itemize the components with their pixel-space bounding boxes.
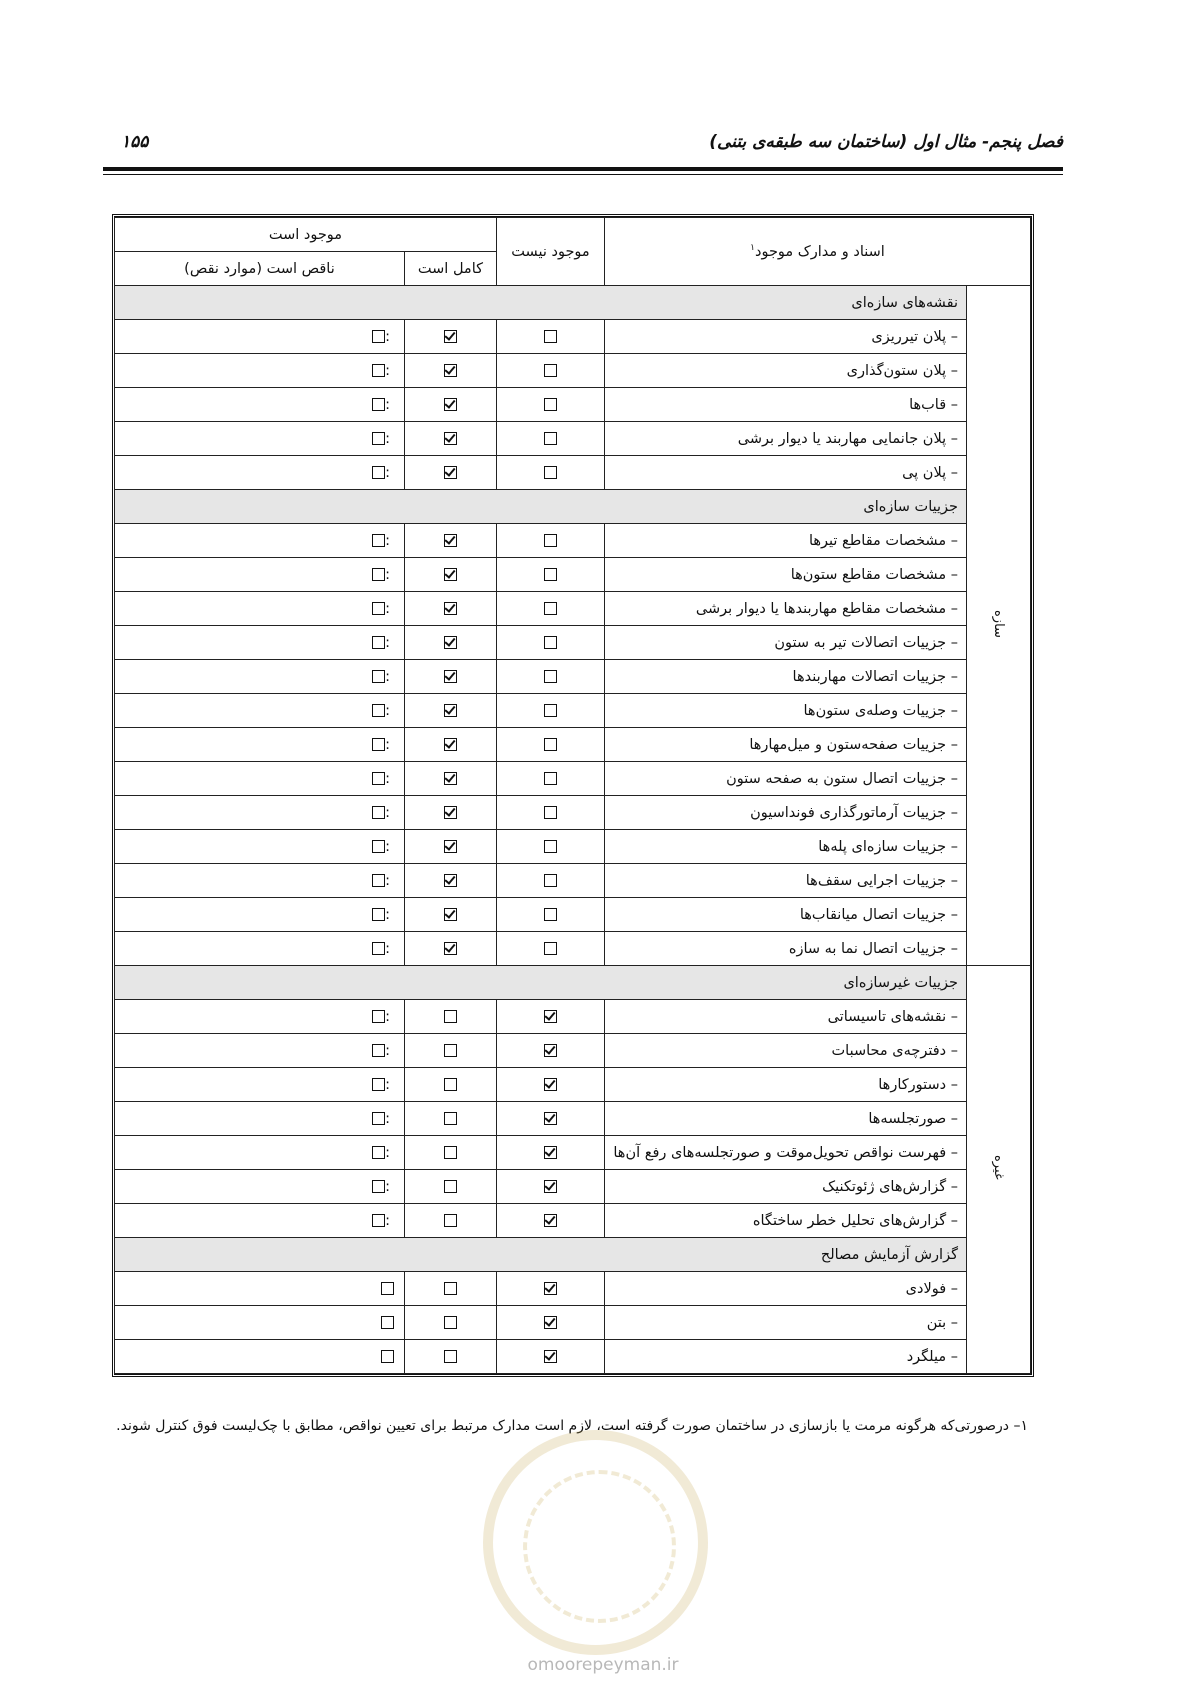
checklist-table bbox=[114, 217, 1031, 1374]
incomplete-cell bbox=[114, 932, 404, 966]
item-label: – جزییات وصله‌ی ستون‌ها bbox=[604, 694, 966, 728]
not-available-cell bbox=[496, 558, 604, 592]
colon-label: : bbox=[385, 464, 390, 481]
not-available-checkbox[interactable] bbox=[544, 1010, 557, 1023]
incomplete-checkbox[interactable] bbox=[372, 432, 385, 445]
colon-label: : bbox=[385, 600, 390, 617]
item-label: – جزییات سازه‌ای پله‌ها bbox=[604, 830, 966, 864]
complete-checkbox[interactable] bbox=[444, 908, 457, 921]
incomplete-cell bbox=[114, 592, 404, 626]
header-incomplete: ناقص است (موارد نقص) bbox=[114, 252, 404, 286]
side-label-text: سازه bbox=[991, 609, 1006, 638]
not-available-checkbox[interactable] bbox=[544, 1180, 557, 1193]
incomplete-cell bbox=[114, 1170, 404, 1204]
item-label: – جزییات صفحه‌ستون و میل‌مهارها bbox=[604, 728, 966, 762]
incomplete-cell bbox=[114, 1136, 404, 1170]
table-row bbox=[114, 830, 1030, 864]
incomplete-checkbox[interactable] bbox=[372, 840, 385, 853]
incomplete-cell bbox=[114, 728, 404, 762]
complete-checkbox[interactable] bbox=[444, 942, 457, 955]
header-rule-thin bbox=[103, 174, 1063, 175]
colon-label: : bbox=[385, 1042, 390, 1059]
complete-cell bbox=[404, 626, 496, 660]
complete-cell bbox=[404, 660, 496, 694]
complete-cell bbox=[404, 1340, 496, 1374]
table-row bbox=[114, 1068, 1030, 1102]
not-available-cell bbox=[496, 932, 604, 966]
complete-cell bbox=[404, 1068, 496, 1102]
incomplete-checkbox[interactable] bbox=[381, 1282, 394, 1295]
not-available-cell bbox=[496, 830, 604, 864]
colon-label: : bbox=[385, 906, 390, 923]
not-available-checkbox[interactable] bbox=[544, 704, 557, 717]
complete-checkbox[interactable] bbox=[444, 602, 457, 615]
table-row bbox=[114, 320, 1030, 354]
colon-label: : bbox=[385, 430, 390, 447]
section-row bbox=[114, 490, 1030, 524]
incomplete-checkbox[interactable] bbox=[372, 1146, 385, 1159]
complete-checkbox[interactable] bbox=[444, 330, 457, 343]
table-row bbox=[114, 1204, 1030, 1238]
complete-cell bbox=[404, 728, 496, 762]
item-label: – مشخصات مقاطع ستون‌ها bbox=[604, 558, 966, 592]
not-available-checkbox[interactable] bbox=[544, 942, 557, 955]
colon-label: : bbox=[385, 668, 390, 685]
item-label: – مشخصات مقاطع تیرها bbox=[604, 524, 966, 558]
table-row bbox=[114, 354, 1030, 388]
not-available-checkbox[interactable] bbox=[544, 1316, 557, 1329]
incomplete-cell bbox=[114, 898, 404, 932]
page-header bbox=[103, 118, 1063, 158]
incomplete-checkbox[interactable] bbox=[372, 1112, 385, 1125]
incomplete-cell bbox=[114, 1000, 404, 1034]
table-row bbox=[114, 524, 1030, 558]
complete-checkbox[interactable] bbox=[444, 636, 457, 649]
side-label-other bbox=[967, 966, 1031, 1374]
item-label: – نقشه‌های تاسیساتی bbox=[604, 1000, 966, 1034]
complete-cell bbox=[404, 762, 496, 796]
complete-cell bbox=[404, 898, 496, 932]
not-available-checkbox[interactable] bbox=[544, 1146, 557, 1159]
table-row bbox=[114, 898, 1030, 932]
not-available-checkbox[interactable] bbox=[544, 330, 557, 343]
incomplete-checkbox[interactable] bbox=[372, 398, 385, 411]
incomplete-checkbox[interactable] bbox=[372, 602, 385, 615]
section-title: جزییات غیرسازه‌ای bbox=[114, 966, 966, 1000]
complete-checkbox[interactable] bbox=[444, 1214, 457, 1227]
incomplete-checkbox[interactable] bbox=[372, 534, 385, 547]
header-complete: کامل است bbox=[404, 252, 496, 286]
complete-checkbox[interactable] bbox=[444, 806, 457, 819]
not-available-cell bbox=[496, 456, 604, 490]
complete-cell bbox=[404, 524, 496, 558]
colon-label: : bbox=[385, 838, 390, 855]
complete-checkbox[interactable] bbox=[444, 670, 457, 683]
item-label: – جزییات اتصالات تیر به ستون bbox=[604, 626, 966, 660]
header-available: موجود است bbox=[114, 218, 496, 252]
complete-checkbox[interactable] bbox=[444, 568, 457, 581]
incomplete-cell bbox=[114, 1340, 404, 1374]
incomplete-checkbox[interactable] bbox=[372, 670, 385, 683]
complete-cell bbox=[404, 1034, 496, 1068]
complete-cell bbox=[404, 1272, 496, 1306]
not-available-cell bbox=[496, 524, 604, 558]
item-label: – جزییات اتصالات مهاربندها bbox=[604, 660, 966, 694]
colon-label: : bbox=[385, 702, 390, 719]
complete-cell bbox=[404, 388, 496, 422]
incomplete-checkbox[interactable] bbox=[381, 1350, 394, 1363]
complete-cell bbox=[404, 354, 496, 388]
not-available-checkbox[interactable] bbox=[544, 398, 557, 411]
complete-checkbox[interactable] bbox=[444, 1078, 457, 1091]
colon-label: : bbox=[385, 1144, 390, 1161]
table-row bbox=[114, 388, 1030, 422]
incomplete-cell bbox=[114, 456, 404, 490]
item-label: – گزارش‌های تحلیل خطر ساختگاه bbox=[604, 1204, 966, 1238]
incomplete-cell bbox=[114, 354, 404, 388]
table-row bbox=[114, 1306, 1030, 1340]
item-label: – مشخصات مقاطع مهاربندها یا دیوار برشی bbox=[604, 592, 966, 626]
item-label: – پلان تیرریزی bbox=[604, 320, 966, 354]
incomplete-cell bbox=[114, 422, 404, 456]
incomplete-checkbox[interactable] bbox=[372, 738, 385, 751]
incomplete-checkbox[interactable] bbox=[372, 772, 385, 785]
item-label: – پلان پی bbox=[604, 456, 966, 490]
complete-checkbox[interactable] bbox=[444, 1010, 457, 1023]
not-available-checkbox[interactable] bbox=[544, 1214, 557, 1227]
watermark-seal bbox=[483, 1430, 708, 1655]
chapter-title: فصل پنجم- مثال اول (ساختمان سه طبقه‌ی بتنی) bbox=[709, 132, 1063, 152]
incomplete-checkbox[interactable] bbox=[381, 1316, 394, 1329]
item-label: – دستورکارها bbox=[604, 1068, 966, 1102]
not-available-cell bbox=[496, 388, 604, 422]
complete-checkbox[interactable] bbox=[444, 1112, 457, 1125]
table-row bbox=[114, 422, 1030, 456]
item-label: – میلگرد bbox=[604, 1340, 966, 1374]
incomplete-cell bbox=[114, 388, 404, 422]
checklist-body bbox=[114, 286, 1030, 1374]
incomplete-checkbox[interactable] bbox=[372, 1180, 385, 1193]
colon-label: : bbox=[385, 940, 390, 957]
header-rule bbox=[103, 167, 1063, 171]
not-available-checkbox[interactable] bbox=[544, 568, 557, 581]
complete-checkbox[interactable] bbox=[444, 398, 457, 411]
not-available-cell bbox=[496, 1136, 604, 1170]
not-available-cell bbox=[496, 354, 604, 388]
not-available-checkbox[interactable] bbox=[544, 670, 557, 683]
table-row bbox=[114, 728, 1030, 762]
not-available-cell bbox=[496, 592, 604, 626]
incomplete-cell bbox=[114, 830, 404, 864]
table-row bbox=[114, 1034, 1030, 1068]
not-available-checkbox[interactable] bbox=[544, 1350, 557, 1363]
complete-checkbox[interactable] bbox=[444, 1044, 457, 1057]
colon-label: : bbox=[385, 736, 390, 753]
incomplete-checkbox[interactable] bbox=[372, 704, 385, 717]
incomplete-checkbox[interactable] bbox=[372, 1078, 385, 1091]
item-label: – صورتجلسه‌ها bbox=[604, 1102, 966, 1136]
not-available-checkbox[interactable] bbox=[544, 1112, 557, 1125]
incomplete-cell bbox=[114, 660, 404, 694]
not-available-checkbox[interactable] bbox=[544, 1282, 557, 1295]
incomplete-cell bbox=[114, 762, 404, 796]
colon-label: : bbox=[385, 566, 390, 583]
complete-cell bbox=[404, 864, 496, 898]
not-available-cell bbox=[496, 422, 604, 456]
header-documents: اسناد و مدارک موجود$^۱$ bbox=[604, 218, 1030, 286]
colon-label: : bbox=[385, 804, 390, 821]
colon-label: : bbox=[385, 328, 390, 345]
incomplete-cell bbox=[114, 558, 404, 592]
not-available-cell bbox=[496, 1306, 604, 1340]
complete-cell bbox=[404, 320, 496, 354]
not-available-checkbox[interactable] bbox=[544, 466, 557, 479]
colon-label: : bbox=[385, 1076, 390, 1093]
item-label: – جزییات اجرایی سقف‌ها bbox=[604, 864, 966, 898]
complete-cell bbox=[404, 1306, 496, 1340]
table-row bbox=[114, 932, 1030, 966]
item-label: – فهرست نواقص تحویل‌موقت و صورتجلسه‌های رفع آن‌ها bbox=[604, 1136, 966, 1170]
item-label: – پلان ستون‌گذاری bbox=[604, 354, 966, 388]
item-label: – پلان جانمایی مهاربند یا دیوار برشی bbox=[604, 422, 966, 456]
complete-checkbox[interactable] bbox=[444, 772, 457, 785]
incomplete-checkbox[interactable] bbox=[372, 1214, 385, 1227]
not-available-checkbox[interactable] bbox=[544, 874, 557, 887]
incomplete-cell bbox=[114, 320, 404, 354]
incomplete-cell bbox=[114, 1272, 404, 1306]
section-title: نقشه‌های سازه‌ای bbox=[114, 286, 966, 320]
colon-label: : bbox=[385, 396, 390, 413]
complete-checkbox[interactable] bbox=[444, 738, 457, 751]
complete-checkbox[interactable] bbox=[444, 1316, 457, 1329]
incomplete-cell bbox=[114, 1068, 404, 1102]
complete-checkbox[interactable] bbox=[444, 534, 457, 547]
incomplete-cell bbox=[114, 864, 404, 898]
not-available-cell bbox=[496, 1204, 604, 1238]
item-label: – بتن bbox=[604, 1306, 966, 1340]
complete-checkbox[interactable] bbox=[444, 840, 457, 853]
complete-cell bbox=[404, 558, 496, 592]
colon-label: : bbox=[385, 1212, 390, 1229]
complete-cell bbox=[404, 1102, 496, 1136]
incomplete-checkbox[interactable] bbox=[372, 466, 385, 479]
complete-checkbox[interactable] bbox=[444, 704, 457, 717]
item-label: – جزییات اتصال میانقاب‌ها bbox=[604, 898, 966, 932]
not-available-checkbox[interactable] bbox=[544, 806, 557, 819]
not-available-cell bbox=[496, 898, 604, 932]
table-row bbox=[114, 592, 1030, 626]
section-title: گزارش آزمایش مصالح bbox=[114, 1238, 966, 1272]
not-available-checkbox[interactable] bbox=[544, 602, 557, 615]
incomplete-cell bbox=[114, 626, 404, 660]
section-row bbox=[114, 966, 1030, 1000]
not-available-cell bbox=[496, 796, 604, 830]
not-available-cell bbox=[496, 762, 604, 796]
header-not-available: موجود نیست bbox=[496, 218, 604, 286]
table-row bbox=[114, 626, 1030, 660]
complete-cell bbox=[404, 1204, 496, 1238]
complete-cell bbox=[404, 456, 496, 490]
not-available-cell bbox=[496, 660, 604, 694]
incomplete-checkbox[interactable] bbox=[372, 330, 385, 343]
table-row bbox=[114, 1102, 1030, 1136]
not-available-checkbox[interactable] bbox=[544, 364, 557, 377]
incomplete-cell bbox=[114, 524, 404, 558]
incomplete-cell bbox=[114, 1204, 404, 1238]
colon-label: : bbox=[385, 770, 390, 787]
incomplete-checkbox[interactable] bbox=[372, 1044, 385, 1057]
complete-cell bbox=[404, 1000, 496, 1034]
complete-checkbox[interactable] bbox=[444, 1282, 457, 1295]
item-label: – قاب‌ها bbox=[604, 388, 966, 422]
incomplete-cell bbox=[114, 694, 404, 728]
colon-label: : bbox=[385, 634, 390, 651]
not-available-cell bbox=[496, 1068, 604, 1102]
watermark-text: omoorepeyman.ir bbox=[527, 1655, 679, 1675]
incomplete-cell bbox=[114, 1102, 404, 1136]
table-row bbox=[114, 660, 1030, 694]
table-row bbox=[114, 1272, 1030, 1306]
complete-checkbox[interactable] bbox=[444, 432, 457, 445]
complete-checkbox[interactable] bbox=[444, 1350, 457, 1363]
incomplete-cell bbox=[114, 1306, 404, 1340]
not-available-cell bbox=[496, 864, 604, 898]
side-label-structure bbox=[967, 286, 1031, 966]
not-available-cell bbox=[496, 1000, 604, 1034]
item-label: – گزارش‌های ژئوتکنیک bbox=[604, 1170, 966, 1204]
complete-cell bbox=[404, 830, 496, 864]
colon-label: : bbox=[385, 1110, 390, 1127]
not-available-checkbox[interactable] bbox=[544, 1078, 557, 1091]
item-label: – فولادی bbox=[604, 1272, 966, 1306]
table-row bbox=[114, 558, 1030, 592]
item-label: – جزییات اتصال ستون به صفحه ستون bbox=[604, 762, 966, 796]
table-row bbox=[114, 762, 1030, 796]
not-available-checkbox[interactable] bbox=[544, 908, 557, 921]
not-available-cell bbox=[496, 694, 604, 728]
not-available-cell bbox=[496, 1034, 604, 1068]
not-available-checkbox[interactable] bbox=[544, 840, 557, 853]
table-row bbox=[114, 1000, 1030, 1034]
not-available-cell bbox=[496, 1272, 604, 1306]
table-row bbox=[114, 796, 1030, 830]
complete-checkbox[interactable] bbox=[444, 1180, 457, 1193]
not-available-checkbox[interactable] bbox=[544, 432, 557, 445]
colon-label: : bbox=[385, 1008, 390, 1025]
colon-label: : bbox=[385, 532, 390, 549]
complete-checkbox[interactable] bbox=[444, 364, 457, 377]
incomplete-checkbox[interactable] bbox=[372, 874, 385, 887]
complete-cell bbox=[404, 796, 496, 830]
not-available-cell bbox=[496, 1102, 604, 1136]
table-row bbox=[114, 1136, 1030, 1170]
table-row bbox=[114, 456, 1030, 490]
table-row bbox=[114, 1170, 1030, 1204]
not-available-checkbox[interactable] bbox=[544, 636, 557, 649]
table-row bbox=[114, 864, 1030, 898]
table-row bbox=[114, 1340, 1030, 1374]
not-available-checkbox[interactable] bbox=[544, 738, 557, 751]
item-label: – جزییات آرماتورگذاری فونداسیون bbox=[604, 796, 966, 830]
item-label: – دفترچه‌ی محاسبات bbox=[604, 1034, 966, 1068]
section-row bbox=[114, 1238, 1030, 1272]
footnote: ۱– درصورتی‌که هرگونه مرمت یا بازسازی در ساختمان صورت گرفته است، لازم است مدارک مرتبط برای تعیین نواقص، مطابق با چک‌لیست فوق کنترل شوند. bbox=[116, 1418, 1028, 1434]
incomplete-cell bbox=[114, 1034, 404, 1068]
not-available-cell bbox=[496, 626, 604, 660]
item-label: – جزییات اتصال نما به سازه bbox=[604, 932, 966, 966]
not-available-cell bbox=[496, 1340, 604, 1374]
not-available-checkbox[interactable] bbox=[544, 772, 557, 785]
incomplete-checkbox[interactable] bbox=[372, 364, 385, 377]
complete-cell bbox=[404, 1170, 496, 1204]
not-available-cell bbox=[496, 320, 604, 354]
incomplete-checkbox[interactable] bbox=[372, 568, 385, 581]
incomplete-cell bbox=[114, 796, 404, 830]
complete-cell bbox=[404, 932, 496, 966]
colon-label: : bbox=[385, 362, 390, 379]
section-row bbox=[114, 286, 1030, 320]
table-row bbox=[114, 694, 1030, 728]
complete-cell bbox=[404, 422, 496, 456]
not-available-checkbox[interactable] bbox=[544, 1044, 557, 1057]
complete-cell bbox=[404, 694, 496, 728]
colon-label: : bbox=[385, 872, 390, 889]
complete-checkbox[interactable] bbox=[444, 466, 457, 479]
not-available-checkbox[interactable] bbox=[544, 534, 557, 547]
section-title: جزییات سازه‌ای bbox=[114, 490, 966, 524]
complete-cell bbox=[404, 592, 496, 626]
complete-checkbox[interactable] bbox=[444, 1146, 457, 1159]
incomplete-checkbox[interactable] bbox=[372, 806, 385, 819]
not-available-cell bbox=[496, 728, 604, 762]
not-available-cell bbox=[496, 1170, 604, 1204]
colon-label: : bbox=[385, 1178, 390, 1195]
page-number: ۱۵۵ bbox=[121, 132, 149, 152]
incomplete-checkbox[interactable] bbox=[372, 942, 385, 955]
incomplete-checkbox[interactable] bbox=[372, 1010, 385, 1023]
incomplete-checkbox[interactable] bbox=[372, 908, 385, 921]
complete-cell bbox=[404, 1136, 496, 1170]
complete-checkbox[interactable] bbox=[444, 874, 457, 887]
side-label-text: غیره bbox=[991, 1155, 1006, 1180]
incomplete-checkbox[interactable] bbox=[372, 636, 385, 649]
checklist-table-frame bbox=[112, 214, 1034, 1377]
